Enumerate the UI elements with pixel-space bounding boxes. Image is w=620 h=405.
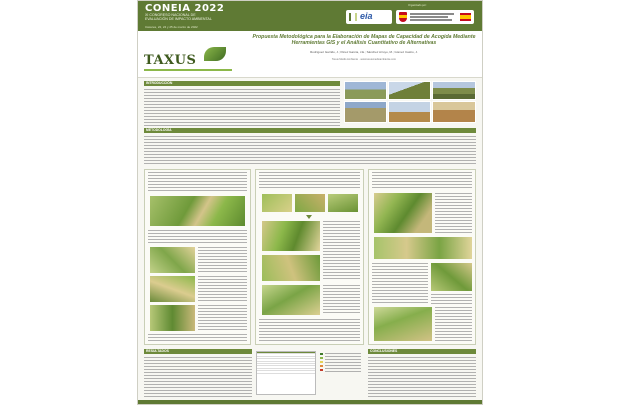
panel-1-text bbox=[148, 334, 247, 342]
panel-1-text bbox=[148, 172, 247, 192]
capacity-map-detail bbox=[374, 237, 472, 259]
legend-swatch bbox=[320, 365, 323, 367]
conclusions-text bbox=[368, 357, 476, 397]
government-logo bbox=[396, 10, 474, 24]
suitability-map bbox=[150, 196, 245, 226]
landscape-photo bbox=[432, 81, 476, 100]
panel-2-text bbox=[323, 285, 360, 315]
factor-map bbox=[150, 305, 195, 331]
panel-3-text bbox=[372, 172, 472, 190]
panel-1-text bbox=[198, 276, 247, 302]
conference-subtitle-line2: EVALUACIÓN DE IMPACTO AMBIENTAL bbox=[145, 16, 212, 21]
conference-title: CONEIA 2022 bbox=[145, 3, 225, 14]
poster-title: Propuesta Metodológica para la Elaboración de Mapas de Capacidad de Acogida Mediante Herramientas GIS y el Análisis Cuantitativo de Alternativas bbox=[252, 34, 476, 47]
panel-3-text bbox=[435, 307, 472, 341]
panel-1-text bbox=[198, 247, 247, 273]
legend-swatch bbox=[320, 369, 323, 371]
organizer-logos bbox=[346, 4, 476, 28]
landscape-photo bbox=[388, 81, 431, 100]
poster-affiliation: Taxus Medio Ambiente · www.taxusmedioambiente.com bbox=[331, 58, 397, 61]
government-logo-text-line bbox=[410, 13, 454, 15]
government-logo-text-line bbox=[410, 16, 448, 18]
alternatives-map bbox=[262, 255, 320, 281]
government-logo-text-line bbox=[410, 19, 452, 21]
flow-arrow-icon bbox=[306, 215, 312, 219]
factor-map bbox=[150, 247, 195, 273]
section-header-conclusiones: CONCLUSIONES bbox=[368, 349, 476, 354]
taxus-logo: TAXUS bbox=[144, 53, 197, 68]
title-band bbox=[138, 31, 483, 78]
poster-authors: Rodríguez Garrido, J.; Pérez García, J.E.; Sánchez Arroyo, M.; Gómez Castro, J. bbox=[310, 50, 418, 54]
wildlife-photo bbox=[388, 101, 431, 123]
eia-logo bbox=[346, 10, 392, 24]
taxus-leaf-icon bbox=[204, 47, 226, 61]
panel-2-text bbox=[259, 319, 360, 341]
results-table bbox=[256, 351, 316, 395]
organized-by-label: Organizado por: bbox=[408, 4, 427, 7]
criteria-map bbox=[295, 194, 325, 212]
capacity-map bbox=[431, 263, 472, 291]
conference-date: Cáceres, 22, 24 y 25 de marzo de 2022 bbox=[145, 25, 198, 29]
conference-subtitle-line1: XI CONGRESO NACIONAL DE bbox=[145, 13, 196, 17]
section-header-metodologia: METODOLOGÍA bbox=[144, 128, 476, 133]
panel-3-text bbox=[372, 263, 428, 303]
landscape-photo bbox=[344, 81, 387, 100]
factor-map bbox=[150, 276, 195, 302]
landscape-photo bbox=[432, 101, 476, 123]
methodology-text bbox=[144, 136, 476, 166]
panel-2-text bbox=[323, 221, 360, 281]
section-header-introduccion: INTRODUCCIÓN bbox=[144, 81, 340, 86]
panel-1-text bbox=[148, 230, 247, 244]
combined-suitability-map bbox=[262, 221, 320, 251]
section-header-resultados: RESULTADOS bbox=[144, 349, 252, 354]
introduction-text bbox=[144, 89, 340, 127]
poster-header bbox=[138, 1, 483, 31]
final-capacity-map bbox=[374, 307, 432, 341]
eia-logo-mark bbox=[349, 13, 357, 21]
panel-1-text bbox=[198, 305, 247, 331]
criteria-map bbox=[262, 194, 292, 212]
eia-logo-text: eia bbox=[360, 11, 373, 21]
spain-flag-icon bbox=[460, 13, 471, 21]
results-text bbox=[144, 357, 252, 397]
landscape-photo bbox=[344, 101, 387, 123]
poster-footer bbox=[138, 400, 483, 405]
legend-swatch bbox=[320, 353, 323, 355]
legend-swatch bbox=[320, 361, 323, 363]
panel-3-text bbox=[431, 294, 472, 304]
panel-2-text bbox=[259, 172, 360, 190]
conference-subtitle bbox=[145, 14, 255, 22]
taxus-underline bbox=[144, 69, 232, 71]
panel-3-text bbox=[435, 193, 472, 233]
table-row bbox=[257, 371, 315, 373]
legend-text bbox=[325, 353, 361, 373]
coat-of-arms-icon bbox=[399, 12, 407, 22]
criteria-map bbox=[328, 194, 358, 212]
poster bbox=[137, 0, 483, 405]
capacity-map bbox=[374, 193, 432, 233]
legend-swatch bbox=[320, 357, 323, 359]
alternatives-map bbox=[262, 285, 320, 315]
